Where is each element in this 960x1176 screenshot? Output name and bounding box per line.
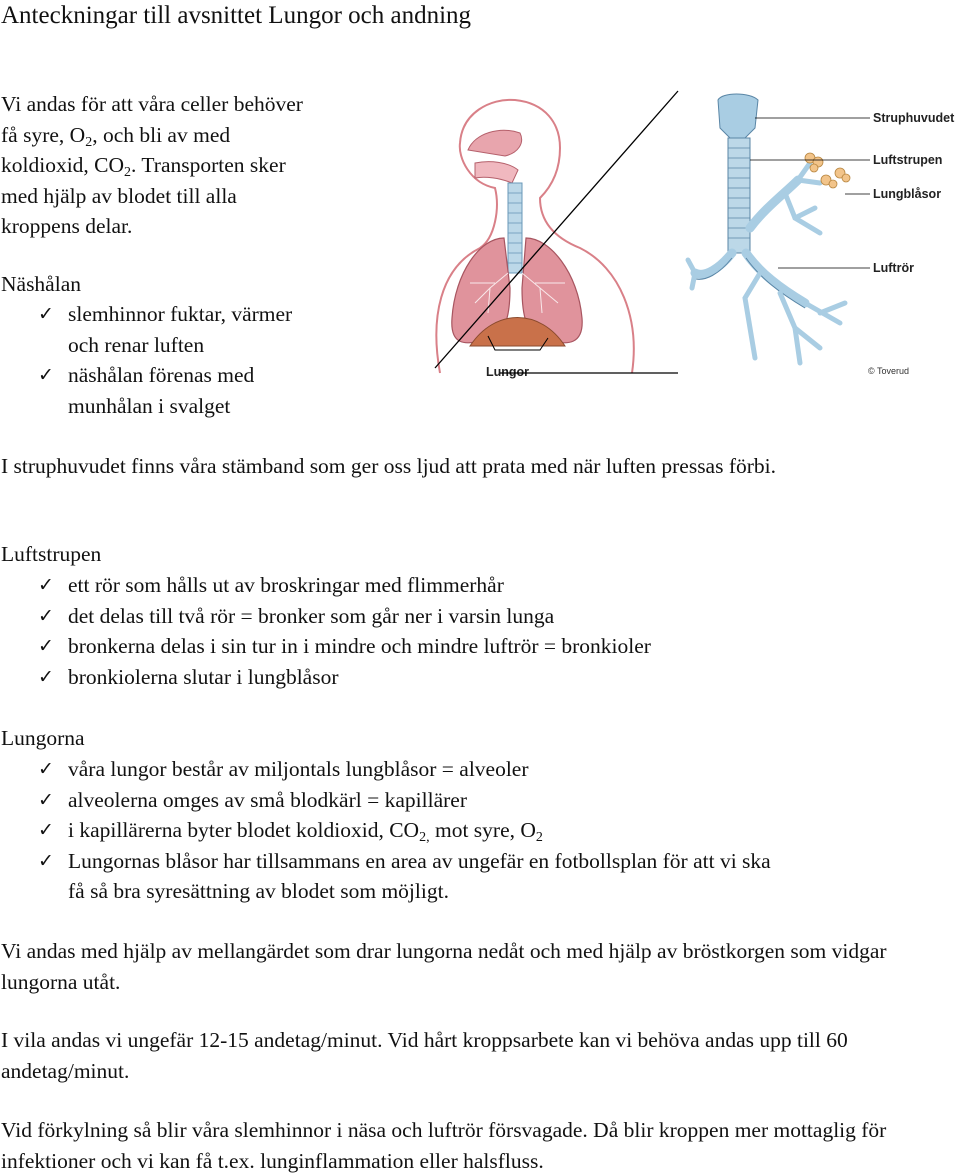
intro-paragraph: Vi andas för att våra celler behöver få syre, $O_2$, och bli av med koldioxid, $CO_2$. Transporten sker med hjälp av blodet till alla kroppens delar.	[1, 92, 303, 238]
nasal-cavity-shape	[468, 130, 522, 156]
torso-diagram	[436, 100, 633, 379]
list-item: ✓ bronkiolerna slutar i lungblåsor	[1, 662, 951, 693]
trachea-shape	[508, 183, 522, 273]
page-title: Anteckningar till avsnittet Lungor och andning	[1, 2, 472, 29]
label-lungblasor: Lungblåsor	[873, 187, 942, 201]
forkylning-paragraph: Vid förkylning så blir våra slemhinnor i näsa och luftrör försvagade. Då blir kroppen mer mottaglig för infektioner och vi kan få t.ex. lunginflammation eller halsfluss.	[1, 1118, 887, 1173]
list-item: ✓ Lungornas blåsor har tillsammans en area av ungefär en fotbollsplan för att vi ska få så bra syresättning av blodet som möjligt.	[1, 846, 951, 907]
label-lungor: Lungor	[486, 365, 530, 379]
label-struphuvudet: Struphuvudet	[873, 111, 955, 125]
check-icon: ✓	[38, 303, 54, 325]
list-item: ✓ våra lungor består av miljontals lungblåsor = alveoler	[1, 754, 951, 785]
check-icon: ✓	[38, 364, 54, 386]
heading-luftstrupen: Luftstrupen	[1, 542, 102, 566]
check-icon: ✓	[38, 788, 54, 811]
nashalan-list	[1, 299, 381, 421]
label-luftror: Luftrör	[873, 261, 914, 275]
list-item: ✓ näshålan förenas med munhålan i svalget	[1, 360, 381, 421]
luftstrupen-list	[1, 570, 951, 692]
list-item: ✓ i kapillärerna byter blodet koldioxid, $CO_{2,}$ mot syre, $O_2$	[1, 815, 951, 846]
struphuvud-paragraph: I struphuvudet finns våra stämband som ger oss ljud att prata med när luften pressas förbi.	[1, 454, 777, 478]
lungorna-list	[1, 754, 951, 907]
copyright-text: © Toverud	[868, 366, 909, 376]
mellangardet-paragraph: Vi andas med hjälp av mellangärdet som drar lungorna nedåt och med hjälp av bröstkorgen som vidgar lungorna utåt.	[1, 939, 887, 994]
vila-paragraph: I vila andas vi ungefär 12-15 andetag/minut. Vid hårt kroppsarbete kan vi behöva andas upp till 60 andetag/minut.	[1, 1028, 848, 1083]
larynx-shape	[718, 94, 758, 138]
check-icon: ✓	[38, 758, 54, 780]
list-item: ✓ det delas till två rör = bronker som går ner i varsin lunga	[1, 601, 951, 632]
airway-tree-diagram	[688, 94, 955, 376]
respiratory-illustration	[400, 88, 960, 388]
list-item: ✓ slemhinnor fuktar, värmer och renar luften	[1, 299, 381, 360]
heading-lungorna: Lungorna	[1, 726, 85, 750]
check-icon: ✓	[38, 635, 54, 657]
list-item: ✓ ett rör som hålls ut av broskringar med flimmerhår	[1, 570, 951, 601]
check-icon: ✓	[38, 574, 54, 596]
list-item: ✓ bronkerna delas i sin tur in i mindre och mindre luftrör = bronkioler	[1, 631, 951, 662]
check-icon: ✓	[38, 665, 54, 688]
check-icon: ✓	[38, 849, 54, 872]
check-icon: ✓	[38, 604, 54, 627]
check-icon: ✓	[38, 819, 54, 841]
label-luftstrupen: Luftstrupen	[873, 153, 943, 167]
heading-nashalan: Näshålan	[1, 272, 81, 296]
list-item: ✓ alveolerna omges av små blodkärl = kapillärer	[1, 785, 951, 816]
